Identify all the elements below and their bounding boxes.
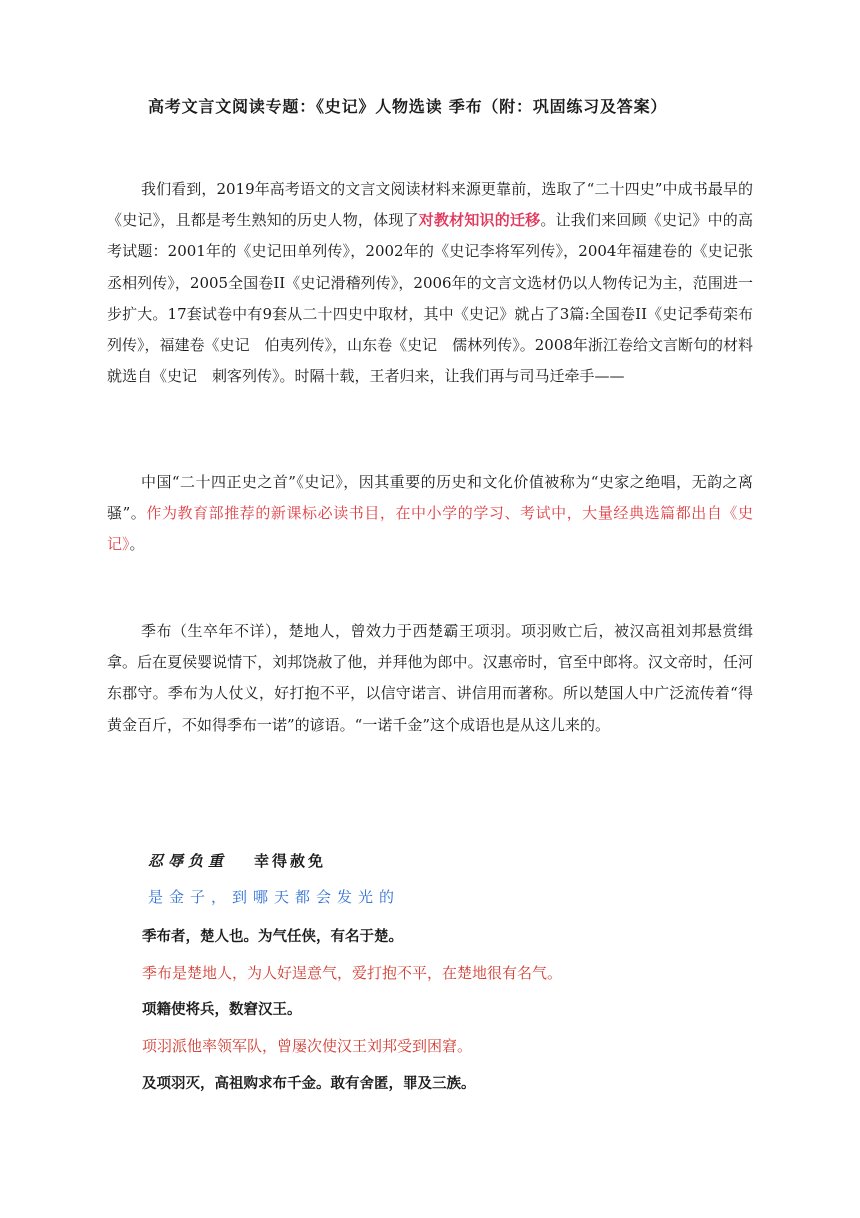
original-text-line: 及项羽灭，高祖购求布千金。敢有舍匿，罪及三族。 [142, 1076, 476, 1092]
original-text-line: 季布者，楚人也。为气任侠，有名于楚。 [142, 929, 403, 945]
shiji-paragraph [107, 467, 753, 561]
translation-line: 项羽派他率领军队，曾屡次使汉王刘邦受到困窘。 [142, 1037, 473, 1055]
section-heading-part-2: 幸得赦免 [254, 852, 327, 870]
intro-text: 我们看到，2019年高考语文的文言文阅读材料来源更靠前，选取了“二十四史”中成书最早的《史记》，且都是考生熟知的历史人物，体现了 [107, 180, 753, 230]
section-heading-part-1: 忍辱负重 [148, 852, 229, 870]
shiji-text: 中国“二十四正史之首”《史记》，因其重要的历史和文化价值被称为“史家之绝唱，无韵之离骚”。 [107, 473, 753, 523]
intro-text-continued: 。让我们来回顾《史记》中的高考试题：2001年的《史记田单列传》，2002年的《史记李将军列传》，2004年福建卷的《史记张丞相列传》，2005全国卷II《史记滑稽列传》，2006年的文言文选材仍以人物传记为主，范围进一步扩大。17套试卷中有9套从二十四史中取材，其中《史记》就占了3篇:全国卷II《史记季荀栾布列传》，福建卷《史记 伯夷列传》，山东卷《史记 儒林列传》。2008年浙江卷给文言断句的材料就选自《史记 刺客列传》。时隔十载，王者归来，让我们再与司马迁牵手—— [107, 211, 753, 386]
section-heading [148, 850, 326, 871]
shiji-text-end: 。 [129, 535, 145, 554]
translation-line: 季布是楚地人，为人好逞意气，爱打抱不平，在楚地很有名气。 [142, 964, 563, 982]
intro-highlight: 对教材知识的迁移 [418, 211, 541, 230]
biography-paragraph: 季布（生卒年不详），楚地人，曾效力于西楚霸王项羽。项羽败亡后，被汉高祖刘邦悬赏缉拿。后在夏侯婴说情下，刘邦饶赦了他，并拜他为郎中。汉惠帝时，官至中郎将。汉文帝时，任河东郡守。季布为人仗义，好打抱不平，以信守诺言、讲信用而著称。所以楚国人中广泛流传着“得黄金百斤，不如得季布一诺”的谚语。“一诺千金”这个成语也是从这儿来的。 [107, 622, 753, 734]
section-subtitle: 是金子，到哪天都会发光的 [148, 888, 401, 906]
intro-paragraph [107, 174, 753, 392]
original-text-line: 项籍使将兵，数窘汉王。 [142, 1002, 302, 1018]
page-title: 高考文言文阅读专题：《史记》人物选读 季布（附：巩固练习及答案） [148, 97, 668, 116]
shiji-highlight: 作为教育部推荐的新课标必读书目，在中小学的学习、考试中，大量经典选篇都出自《史记》 [107, 504, 753, 554]
